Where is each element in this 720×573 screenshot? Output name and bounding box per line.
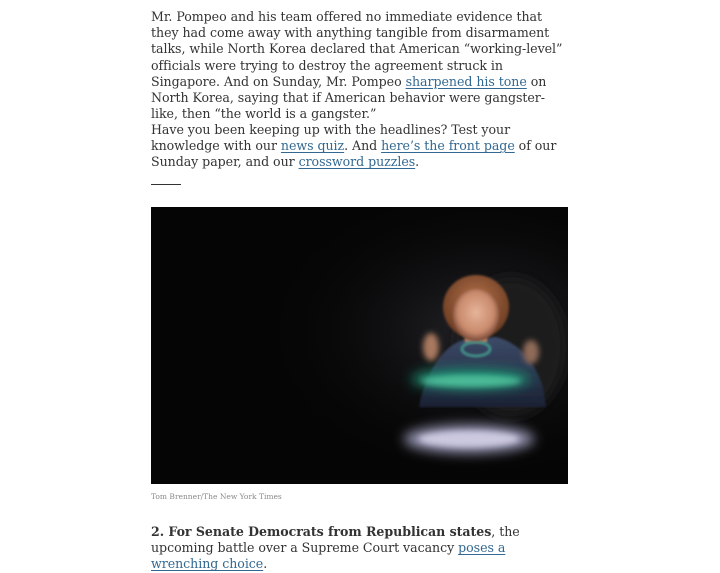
paragraph-text: . [263, 556, 268, 572]
crossword-puzzles-link[interactable]: crossword puzzles [298, 154, 416, 170]
paragraph-headlines [151, 122, 569, 171]
item-lead-heading: 2. For Senate Democrats from Republican states [151, 524, 492, 539]
paragraph-senate-democrats [151, 524, 569, 573]
sharpened-his-tone-link[interactable]: sharpened his tone [405, 73, 527, 89]
article-photo[interactable] [151, 207, 568, 484]
paragraph-text: , the upcoming battle over a Supreme Court vacancy [151, 524, 520, 556]
paragraph-pompeo [151, 9, 569, 122]
front-page-link[interactable]: here’s the front page [381, 138, 515, 154]
paragraph-text: . [415, 154, 420, 170]
paragraph-text: on North Korea, saying that if American behavior were gangster-like, then “the world is a gangster.” [151, 73, 547, 122]
paragraph-text: Mr. Pompeo and his team offered no immediate evidence that they had come away with anything tangible from disarmament talks, while North Korea declared that American “working-level” officials were trying to destroy the agreement struck in Singapore. And on Sunday, Mr. Pompeo [151, 9, 563, 89]
paragraph-text: of our Sunday paper, and our [151, 138, 557, 170]
photo-credit: Tom Brenner/The New York Times [151, 492, 282, 501]
paragraph-text: Have you been keeping up with the headlines? Test your knowledge with our [151, 122, 511, 154]
wrenching-choice-link[interactable]: poses a wrenching choice [151, 540, 506, 572]
news-quiz-link[interactable]: news quiz [280, 138, 345, 154]
section-divider [151, 184, 181, 185]
photo-illustration [151, 207, 568, 484]
paragraph-text: . And [344, 138, 382, 154]
